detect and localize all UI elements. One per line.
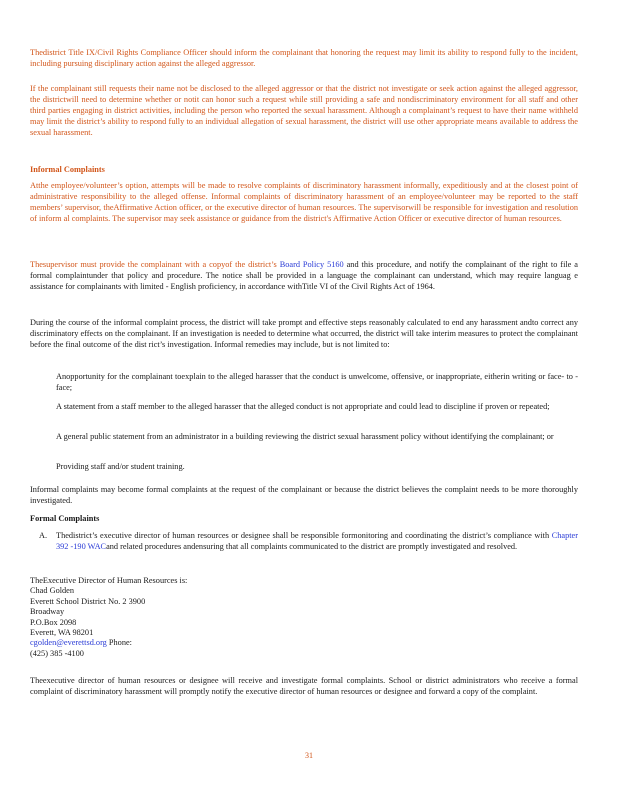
- informal-complaints-heading: Informal Complaints: [30, 165, 105, 174]
- paragraph-informal-process: During the course of the informal complaint process, the district will take prompt and effective steps reasonably calculated to end any harassment andto correct any discriminatory effects on the complainant. If an investigation is needed to determine what occurred, the district will take interim measures to protect the complainant before the final outcome of the dist rict’s investigation. Informal remedies may include, but is not limited to:: [30, 318, 578, 349]
- paragraph-formal-investigation: Theexecutive director of human resources or designee will receive and investigate formal complaints. School or district administrators who receive a formal complaint of discriminatory harassment will promptly notify the executive director of human resources or designee and forward a copy of the complaint.: [30, 676, 578, 696]
- contact-district: Everett School District No. 2 3900: [30, 596, 146, 606]
- formal-complaints-heading: Formal Complaints: [30, 514, 100, 523]
- paragraph-supervisor-notice: [30, 260, 578, 293]
- wac-chapter-link[interactable]: Chapter 392 -190 WAC: [56, 531, 578, 551]
- list-item-text: A general public statement from an administrator in a building reviewing the district sexual harassment policy without identifying the complainant; or: [56, 432, 554, 441]
- paragraph-title-ix-notice: Thedistrict Title IX/Civil Rights Compliance Officer should inform the complainant that honoring the request may limit its ability to respond fully to the incident, including pursuing disciplinary action against the alleged aggressor.: [30, 48, 578, 68]
- board-policy-link[interactable]: Board Policy 5160: [279, 260, 344, 269]
- phone-label: Phone:: [106, 638, 132, 648]
- contact-intro: TheExecutive Director of Human Resources is:: [30, 576, 188, 585]
- list-item-text: A statement from a staff member to the alleged harasser that the alleged conduct is not appropriate and could lead to discipline if proven or repeated;: [56, 402, 550, 411]
- email-link[interactable]: cgolden@everettsd.org: [30, 638, 107, 648]
- formal-item-lead: Thedistrict’s executive director of human resources or designee shall be responsible formonitoring and coordinating the district’s compliance with: [56, 531, 552, 540]
- list-item-text: Anopportunity for the complainant toexplain to the alleged harasser that the conduct is unwelcome, offensive, or inappropriate, eitherin writing or face- to -face;: [56, 372, 578, 392]
- paragraph-informal-resolution: Atthe employee/volunteer’s option, attempts will be made to resolve complaints of discriminatory harassment informally, expeditiously and at the closest point of administrative responsibility to the alleged offense. Informal complaints of discriminatory harassment of an employee/volunteer may be reported to the staff members’ supervisor, theAffirmative Action officer, or the executive director of human resources. The supervisorwill be responsible for investigation and resolution of inform al complaints. The supervisor may seek assistance or guidance from the district's Affirmative Action Officer or executive director of human resources.: [30, 181, 578, 223]
- contact-phone: (425) 385 -4100: [30, 648, 84, 658]
- contact-po-box: P.O.Box 2098: [30, 617, 77, 627]
- paragraph-confidentiality-request: If the complainant still requests their name not be disclosed to the alleged aggressor or that the district not investigate or seek action against the alleged aggressor, the districtwill need to determine whether or notit can honor such a request while still providing a safe and nondiscriminatory environment for all staff and other third parties engaging in district activities, including the person who reported the sexual harassment. Although a complainant’s request to have their name withheld may limit the district’s ability to respond fully to an individual allegation of sexual harassment, the district will use other appropriate means available to address the sexual harassment.: [30, 84, 578, 137]
- contact-email-row: [30, 638, 187, 648]
- contact-city: Everett, WA 98201: [30, 628, 94, 638]
- contact-name: Chad Golden: [30, 586, 75, 596]
- supervisor-notice-lead: Thesupervisor must provide the complainant with a copyof the district’s: [30, 260, 280, 269]
- contact-street: Broadway: [30, 607, 65, 617]
- page-number: 31: [305, 751, 313, 760]
- formal-item-text: [56, 531, 578, 553]
- hr-director-contact: [30, 576, 187, 659]
- formal-item-rest: and related procedures andensuring that all complaints communicated to the district are promptly investigated and resolved.: [106, 541, 518, 551]
- list-item-text: Providing staff and/or student training.: [56, 462, 185, 471]
- formal-item-marker: A.: [38, 531, 48, 540]
- supervisor-notice-rest: and this procedure, and notify the complainant of the right to file a formal complaintunder that policy and procedure. The notice shall be provided in a language the complainant can understand, which may require languag e assistance for complainants with limited - English proficiency, in accordance withTitle VI of the Civil Rights Act of 1964.: [30, 260, 578, 291]
- paragraph-informal-to-formal: Informal complaints may become formal complaints at the request of the complainant or because the district believes the complaint needs to be more thoroughly investigated.: [30, 485, 578, 505]
